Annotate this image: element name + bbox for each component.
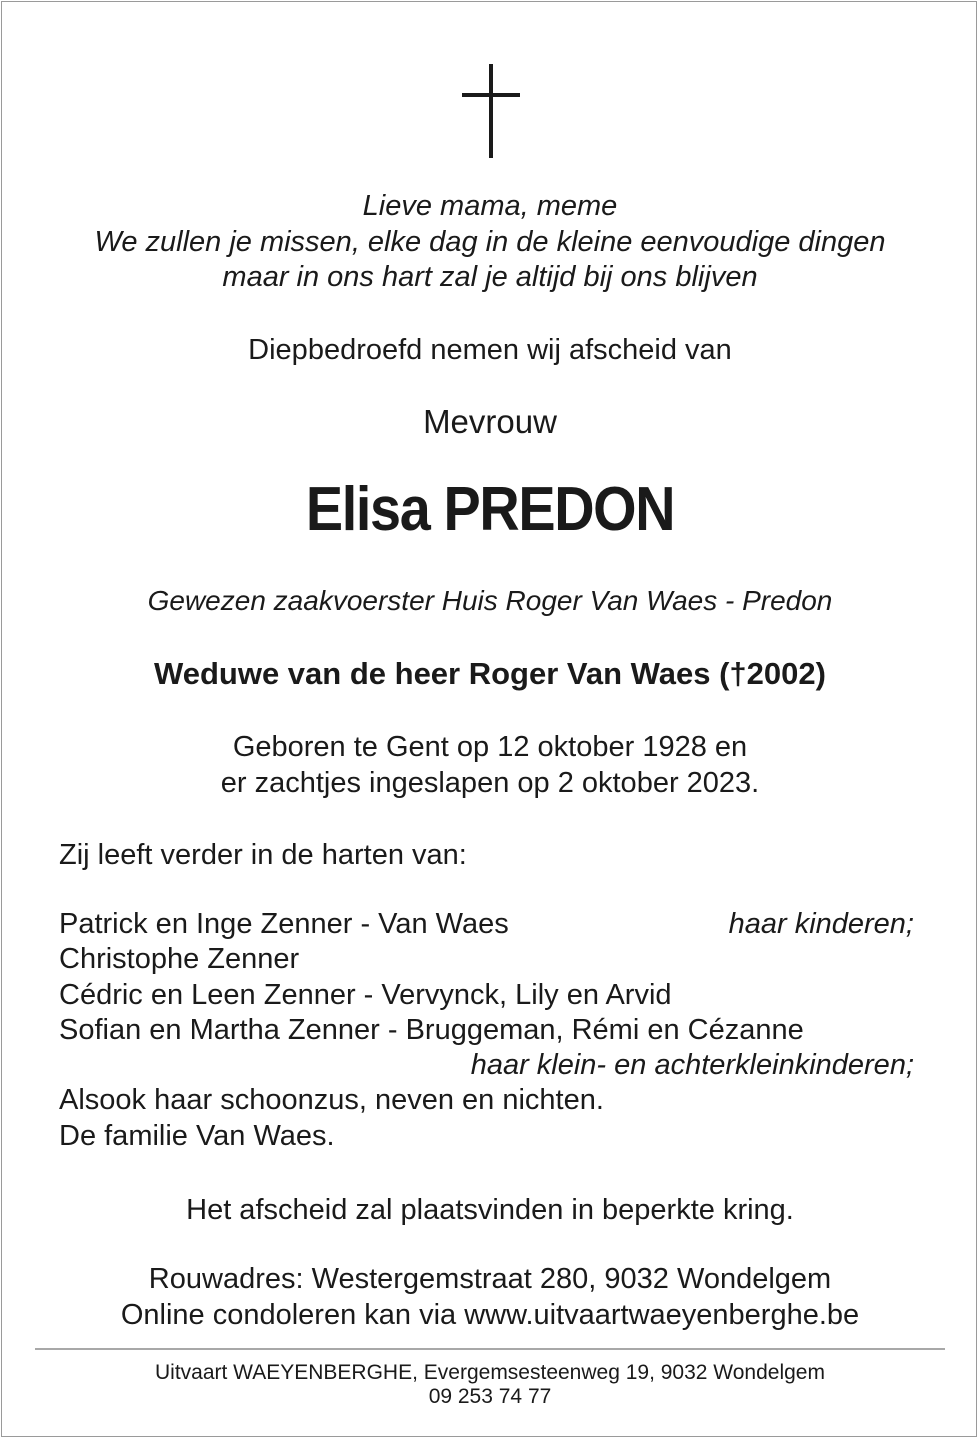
family-list [59, 907, 914, 1154]
family-names: Christophe Zenner [59, 943, 300, 976]
funeral-home: Uitvaart WAEYENBERGHE, Evergemsesteenweg 19, 9032 Wondelgem [155, 1361, 825, 1384]
occupation: Gewezen zaakvoerster Huis Roger Van Waes - Predon [147, 585, 833, 616]
family-names: Patrick en Inge Zenner - Van Waes [59, 908, 509, 940]
family-row [59, 907, 914, 942]
footer [0, 1361, 980, 1409]
family-names: Cédric en Leen Zenner - Vervynck, Lily en Arvid [59, 978, 672, 1011]
family-relation: haar klein- en achterkleinkinderen; [470, 1049, 914, 1082]
family-row [59, 1119, 914, 1154]
poem-line: Lieve mama, meme [362, 190, 618, 222]
death-line: er zachtjes ingeslapen op 2 oktober 2023. [220, 766, 760, 799]
family-names: De familie Van Waes. [59, 1119, 335, 1152]
family-row [59, 978, 914, 1013]
footer-divider [35, 1348, 945, 1350]
poem-line: We zullen je missen, elke dag in de kleine eenvoudige dingen [94, 225, 886, 258]
farewell-note: Het afscheid zal plaatsvinden in beperkte kring. [186, 1194, 794, 1226]
birth-line: Geboren te Gent op 12 oktober 1928 en [232, 731, 748, 763]
family-row [59, 1048, 914, 1083]
family-relation: haar kinderen; [728, 908, 914, 940]
family-names: Sofian en Martha Zenner - Bruggeman, Rémi en Cézanne [59, 1013, 804, 1046]
poem [0, 189, 980, 296]
life-dates [0, 730, 980, 801]
family-names: Alsook haar schoonzus, neven en nichten. [59, 1084, 604, 1117]
deceased-name: Elisa PREDON [305, 475, 675, 544]
family-row [59, 1083, 914, 1118]
mourning-address: Rouwadres: Westergemstraat 280, 9032 Wondelgem [148, 1263, 832, 1295]
online-condolence: Online condoleren kan via www.uitvaartwaeyenberghe.be [120, 1298, 860, 1331]
contact-info [0, 1262, 980, 1333]
funeral-home-phone: 09 253 74 77 [428, 1385, 552, 1408]
intro-text: Diepbedroefd nemen wij afscheid van [248, 334, 732, 366]
poem-line: maar in ons hart zal je altijd bij ons blijven [222, 261, 758, 293]
widow-of: Weduwe van de heer Roger Van Waes (†2002) [154, 656, 826, 691]
family-row [59, 942, 914, 977]
cross-icon [462, 64, 520, 158]
family-row [59, 1013, 914, 1048]
survived-by: Zij leeft verder in de harten van: [59, 839, 467, 871]
salutation: Mevrouw [423, 403, 557, 440]
